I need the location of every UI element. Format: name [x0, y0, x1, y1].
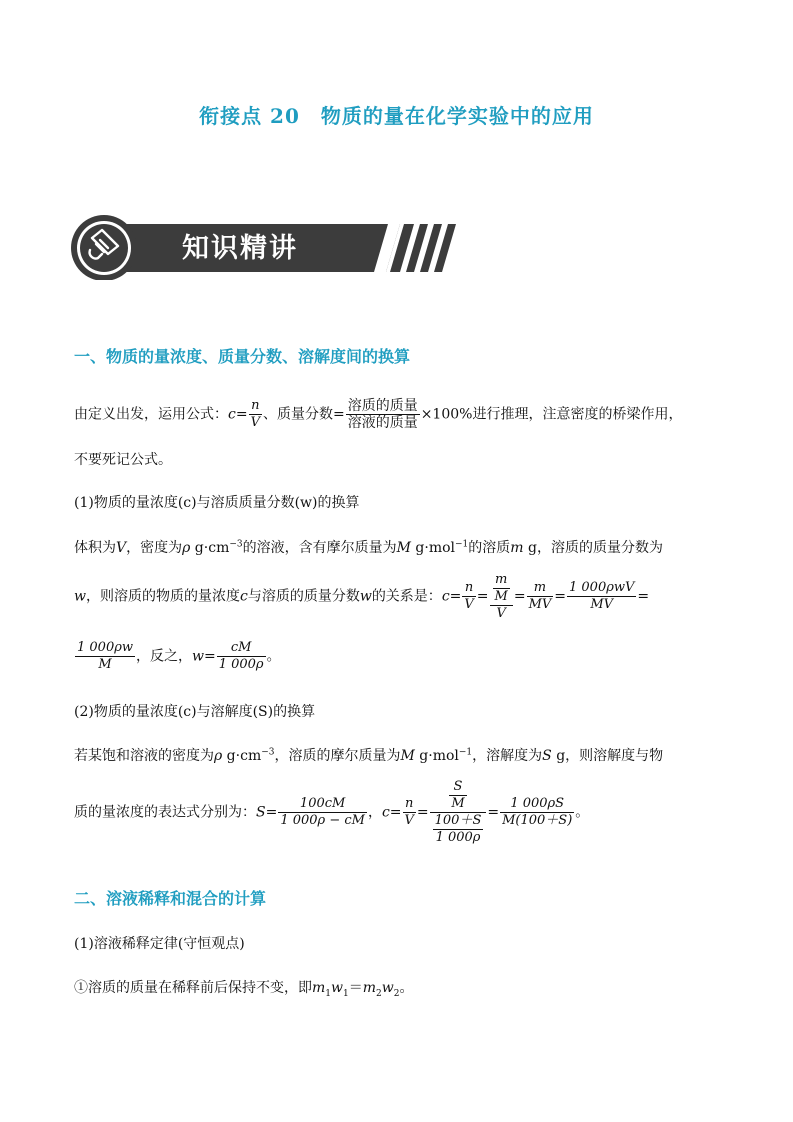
section-heading-1: 一、物质的量浓度、质量分数、溶解度间的换算 [74, 347, 411, 366]
paragraph-cs-line2: 质的量浓度的表达式分别为：S= $\frac{100cM}{1 000\rho - cM}$ ，c= $\frac{n}{V}$ = $\frac{\frac{S}{M}}{\frac{100+S}{1 000\rho}}$ = $\frac{1 000\rho S}{M(100+S)}$ 。 [74, 779, 590, 845]
paragraph-cw-line1: 体积为V，密度为ρ $g\cdot cm^{-3}$的溶液，含有摩尔质量为M g·mol$^{-1}$的溶质m g，溶质的质量分数为 [74, 539, 663, 556]
subheading-dilution-law: (1)溶液稀释定律(守恒观点) [74, 936, 245, 952]
subheading-c-s: (2)物质的量浓度(c)与溶解度(S)的换算 [74, 704, 316, 720]
paragraph-cw-line2: w，则溶质的物质的量浓度c与溶质的质量分数w的关系是：c= $\frac{n}{V}$ = $\frac{\frac{m}{M}}{V}$ = $\frac{m}{MV}$ = $\frac{\text{1 000ρwV}}{MV}$ = [74, 572, 650, 621]
paragraph-definition: 由定义出发，运用公式：c= $\frac{n}{V}$ 、质量分数= $\frac{\text{溶质的质量}}{\text{溶液的质量}}$ ×100%进行推理，注意密度的桥梁作用， [74, 398, 683, 431]
subheading-c-w: (1)物质的量浓度(c)与溶质质量分数(w)的换算 [74, 495, 360, 511]
paragraph-cs-line1: 若某饱和溶液的密度为ρ $g\cdot cm^{-3}$，溶质的摩尔质量为M g·mol$^{-1}$，溶解度为S g，则溶解度与物 [74, 747, 664, 764]
fraction-mass-ratio: $\frac{\text{溶质的质量}}{\text{溶液的质量}}$ [347, 398, 418, 431]
paragraph-cw-line3: $\frac{1 000\rho w}{M}$ ，反之，w= $\frac{cM}{1 000\rho}$ 。 [77, 640, 281, 672]
paragraph-dilution-rule1: ①溶质的质量在稀释前后保持不变，即$m_1w_1=m_2w_2$。 [74, 980, 414, 999]
fraction-n-over-v: $\frac{n}{V}$ [250, 398, 260, 430]
page-title: 衔接点 20 物质的量在化学实验中的应用 [199, 104, 594, 128]
svg-text:知识精讲: 知识精讲 [182, 233, 298, 264]
paragraph-definition-cont: 不要死记公式。 [74, 452, 172, 468]
knowledge-banner [70, 210, 460, 280]
section-heading-2: 二、溶液稀释和混合的计算 [74, 889, 267, 908]
